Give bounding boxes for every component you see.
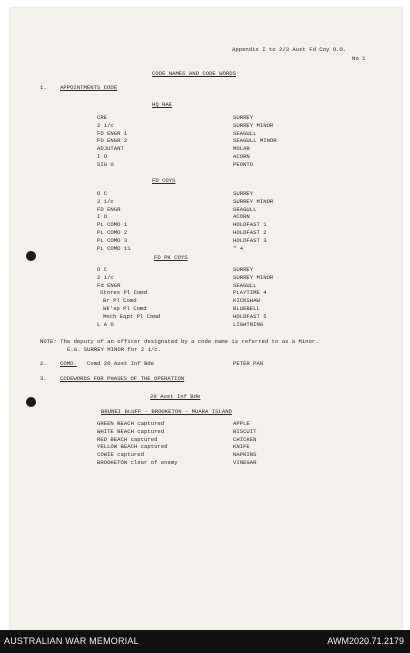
code-row-appointment: CRE xyxy=(97,114,108,121)
code-row-appointment: BROOKETON clear of enemy xyxy=(97,459,178,466)
code-row-codename: BISCUIT xyxy=(233,427,257,435)
code-row-codename: SURREY xyxy=(233,190,254,197)
note-line-1: NOTE: The deputy of an officer designated by a code name is referred to as a Minor. xyxy=(40,338,319,345)
code-row-codename: SURREY MINOR xyxy=(233,273,274,281)
code-row-codename: ACORN xyxy=(233,213,250,221)
code-row-appointment: PL COMD 1 xyxy=(97,221,128,229)
code-row-codename: SURREY MINOR xyxy=(233,121,274,129)
code-row-appointment: 2 i/c xyxy=(97,197,114,205)
code-row-codename: ACORN xyxy=(233,153,250,160)
group-fd-pk-coys-heading: FD PK COYS xyxy=(154,254,188,261)
code-row-appointment: I O xyxy=(97,213,108,221)
group-fd-coys-heading: FD COYS xyxy=(152,177,176,184)
code-row-codename: KICKSHAW xyxy=(233,297,260,305)
document-title: CODE NAMES AND CODE WORDS xyxy=(152,70,236,77)
section-3-number: 3. xyxy=(40,375,47,382)
code-row-appointment: FD ENGR 2 xyxy=(97,137,128,145)
code-row-codename: SEAGULL MINOR xyxy=(233,137,277,145)
code-row-codename: KNIFE xyxy=(233,443,250,451)
code-row-appointment: Br Pl Comd xyxy=(103,297,137,305)
code-row-appointment: ADJUTANT xyxy=(97,145,124,153)
code-row-appointment: FD ENGR xyxy=(97,205,121,213)
code-row-codename: HOLDFAST 5 xyxy=(233,312,267,320)
code-row-codename: SEAGULL xyxy=(233,129,257,137)
appendix-line: Appendix I to 2/3 Aust Fd Coy O.O. xyxy=(232,46,347,53)
code-row-codename: NAPKINS xyxy=(233,451,257,459)
code-row-codename: SEAGULL xyxy=(233,281,257,289)
code-row-appointment: PL COMD 3 xyxy=(97,236,128,244)
code-row-appointment: FD ENGR 1 xyxy=(97,129,128,137)
footer-bar xyxy=(0,630,410,653)
code-row-codename: HOLDFAST 2 xyxy=(233,229,267,236)
code-row-appointment: I O xyxy=(97,153,108,160)
code-row-codename: PLAYTIME 4 xyxy=(233,289,267,297)
code-row-appointment: Mech Eqpt Pl Comd xyxy=(103,312,161,320)
punch-hole-bottom xyxy=(26,397,36,407)
code-row-codename: VINEGAR xyxy=(233,459,257,466)
footer-reference: AWM2020.71.2179 xyxy=(327,636,404,646)
punch-hole-top xyxy=(26,251,36,261)
code-row-appointment: SIG O xyxy=(97,160,114,168)
code-row-appointment: O C xyxy=(97,190,108,197)
code-row-codename: SURREY xyxy=(233,114,254,121)
code-row-appointment: RED BEACH captured xyxy=(97,435,158,443)
section-1-heading: APPOINTMENTS CODE xyxy=(60,84,118,91)
section-3-heading: CODEWORDS FOR PHASES OF THE OPERATION xyxy=(60,375,185,382)
code-row-codename: " 4 xyxy=(233,244,244,252)
footer-credit: AUSTRALIAN WAR MEMORIAL xyxy=(4,636,139,646)
code-row-codename: HOLDFAST 3 xyxy=(233,236,267,244)
code-row-codename: CHICKEN xyxy=(233,435,257,443)
code-row-codename: PEONTO xyxy=(233,160,254,168)
code-row-codename: HOLDFAST 1 xyxy=(233,221,267,229)
code-row-appointment: Wk'sp Pl Comd xyxy=(103,305,147,312)
code-row-codename: BLUEBELL xyxy=(233,305,260,312)
section-2-code: PETER PAN xyxy=(233,360,264,367)
section-3-route: BRUNEI BLUFF - BROOKETON - MUARA ISLAND xyxy=(101,408,232,415)
section-3-subheading: 20 Aust Inf Bde xyxy=(150,393,201,400)
code-row-codename: SEAGULL xyxy=(233,205,257,213)
code-row-appointment: PL COMD 11 xyxy=(97,244,131,252)
code-row-codename: LIGHTNING xyxy=(233,320,264,328)
code-row-codename: MOLAR xyxy=(233,145,250,153)
code-row-appointment: PL COMD 2 xyxy=(97,229,128,236)
code-row-appointment: L A D xyxy=(97,320,114,328)
code-row-codename: SURREY MINOR xyxy=(233,197,274,205)
section-1-number: 1. xyxy=(40,84,47,91)
code-row-codename: SURREY xyxy=(233,266,254,273)
document-page xyxy=(10,8,402,630)
code-row-appointment: WHITE BEACH captured xyxy=(97,427,165,435)
code-row-appointment: 2 i/c xyxy=(97,273,114,281)
section-2-heading: COMD. xyxy=(60,360,77,367)
group-hq-rae-heading: HQ RAE xyxy=(152,101,173,108)
code-row-appointment: COWIE captured xyxy=(97,451,144,459)
code-row-appointment: GREEN BEACH captured xyxy=(97,420,165,427)
section-2-text: Comd 20 Aust Inf Bde xyxy=(87,360,155,367)
section-2-number: 2. xyxy=(40,360,47,367)
appendix-number: No 1 xyxy=(352,55,366,62)
code-row-appointment: Fd ENGR xyxy=(97,281,121,289)
code-row-codename: APPLE xyxy=(233,420,250,427)
code-row-appointment: YELLOW BEACH captured xyxy=(97,443,168,451)
code-row-appointment: 2 i/c xyxy=(97,121,114,129)
code-row-appointment: O C xyxy=(97,266,108,273)
note-line-2: E.G. SURREY MINOR for 2 i/c. xyxy=(67,346,161,353)
code-row-appointment: Stores Pl Comd xyxy=(100,289,147,297)
